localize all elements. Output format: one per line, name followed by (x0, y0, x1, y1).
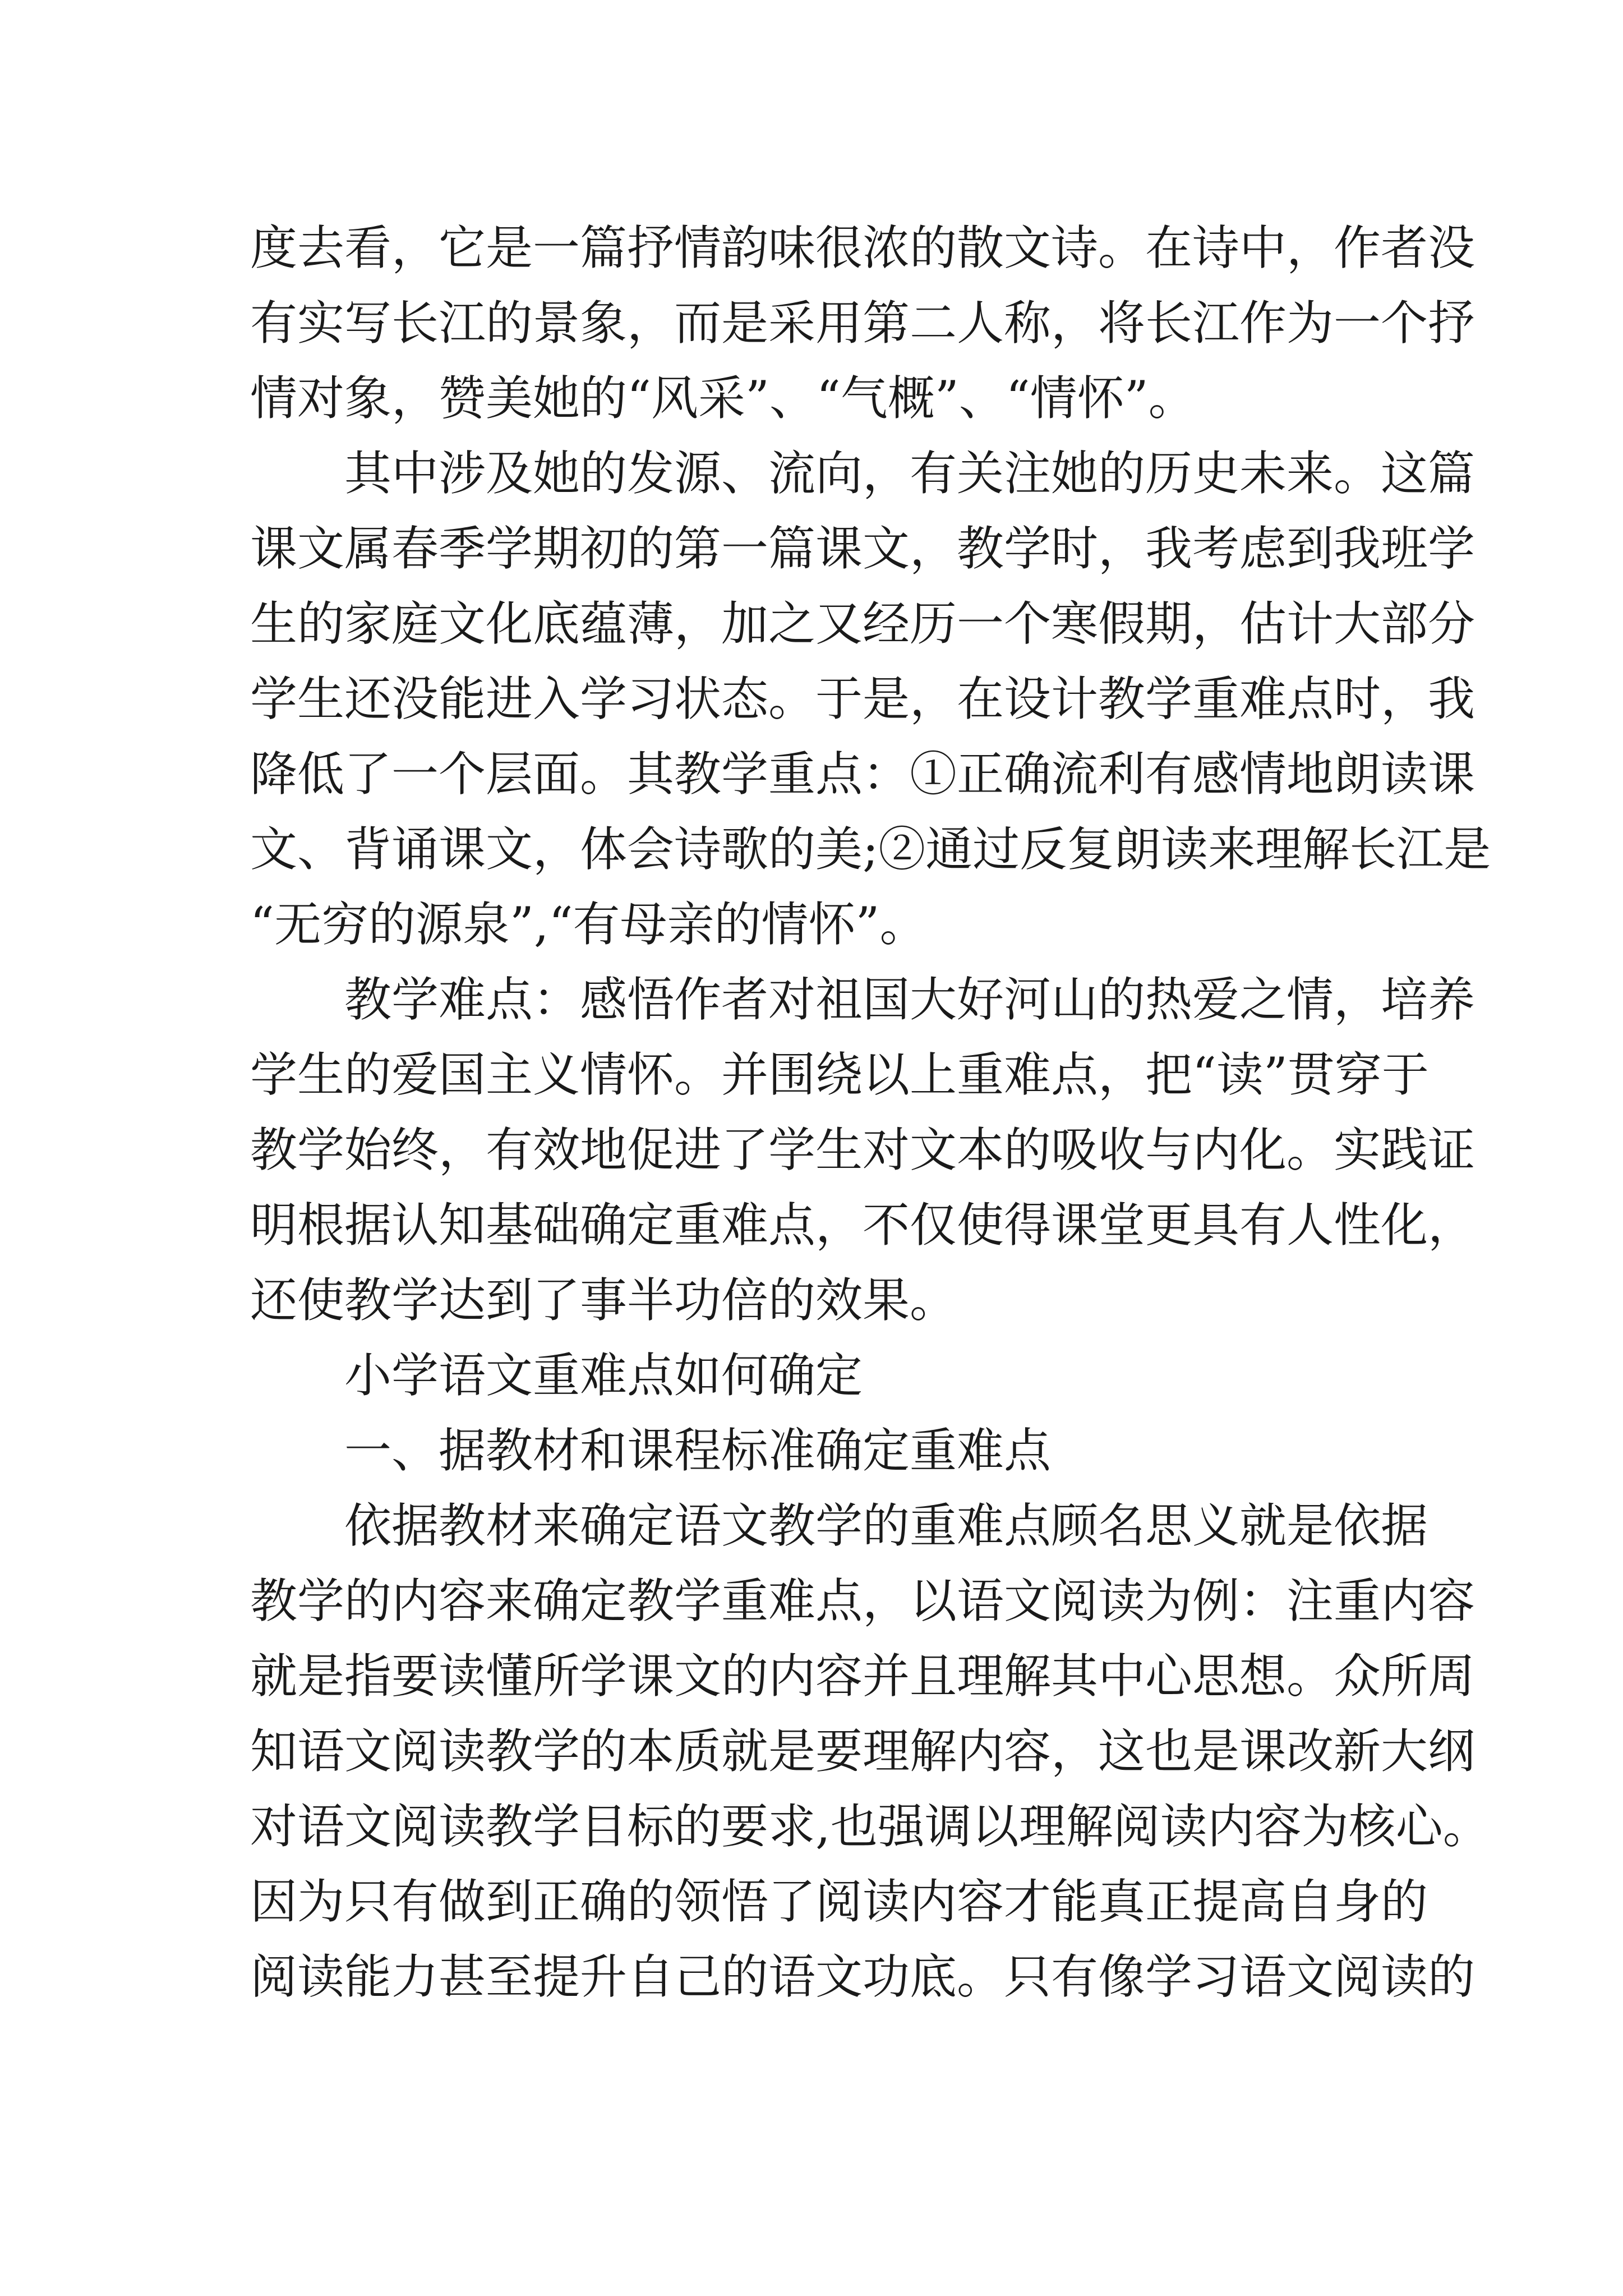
text-line: 降低了一个层面。其教学重点：①正确流利有感情地朗读课 (250, 747, 1476, 802)
text-line: 对语文阅读教学目标的要求,也强调以理解阅读内容为核心。 (250, 1799, 1490, 1854)
text-line: 明根据认知基础确定重难点，不仅使得课堂更具有人性化， (250, 1198, 1476, 1253)
paragraph (250, 210, 1476, 436)
text-line: 学生还没能进入学习状态。于是，在设计教学重难点时，我 (250, 671, 1476, 726)
text-line: 生的家庭文化底蕴薄，加之又经历一个寒假期，估计大部分 (250, 596, 1476, 651)
paragraph (250, 1488, 1490, 2014)
text-line: 教学难点：感悟作者对祖国大好河山的热爱之情，培养 (344, 972, 1476, 1027)
text-line: 情对象，赞美她的“风采”、“气概”、“情怀”。 (250, 371, 1196, 426)
text-line: 文、背诵课文，体会诗歌的美;②通过反复朗读来理解长江是 (250, 822, 1491, 877)
text-line: 度去看，它是一篇抒情韵味很浓的散文诗。在诗中，作者没 (250, 220, 1476, 275)
paragraph (250, 1338, 1394, 1413)
text-line: 还使教学达到了事半功倍的效果。 (250, 1273, 957, 1328)
text-line: 一、据教材和课程标准确定重难点 (344, 1423, 1052, 1478)
body-text (250, 210, 1491, 2014)
text-line: 依据教材来确定语文教学的重难点顾名思义就是依据 (344, 1498, 1428, 1553)
text-line: 其中涉及她的发源、流向，有关注她的历史未来。这篇 (344, 446, 1476, 501)
text-line: 阅读能力甚至提升自己的语文功底。只有像学习语文阅读的 (250, 1949, 1476, 2004)
text-line: 因为只有做到正确的领悟了阅读内容才能真正提高自身的 (250, 1874, 1428, 1929)
text-line: 有实写长江的景象，而是采用第二人称，将长江作为一个抒 (250, 296, 1476, 351)
text-line: 教学始终，有效地促进了学生对文本的吸收与内化。实践证 (250, 1122, 1476, 1177)
text-line: 课文属春季学期初的第一篇课文，教学时，我考虑到我班学 (250, 521, 1476, 576)
paragraph (250, 962, 1476, 1338)
paragraph (250, 436, 1491, 962)
text-line: “无穷的源泉”,“有母亲的情怀”。 (250, 897, 927, 952)
text-line: 教学的内容来确定教学重难点，以语文阅读为例：注重内容 (250, 1573, 1476, 1628)
text-line: 知语文阅读教学的本质就是要理解内容，这也是课改新大纲 (250, 1724, 1476, 1779)
text-line: 小学语文重难点如何确定 (344, 1348, 863, 1403)
text-line: 学生的爱国主义情怀。并围绕以上重难点，把“读”贯穿于 (250, 1047, 1429, 1102)
paragraph (250, 1413, 1394, 1488)
text-line: 就是指要读懂所学课文的内容并且理解其中心思想。众所周 (250, 1649, 1476, 1704)
